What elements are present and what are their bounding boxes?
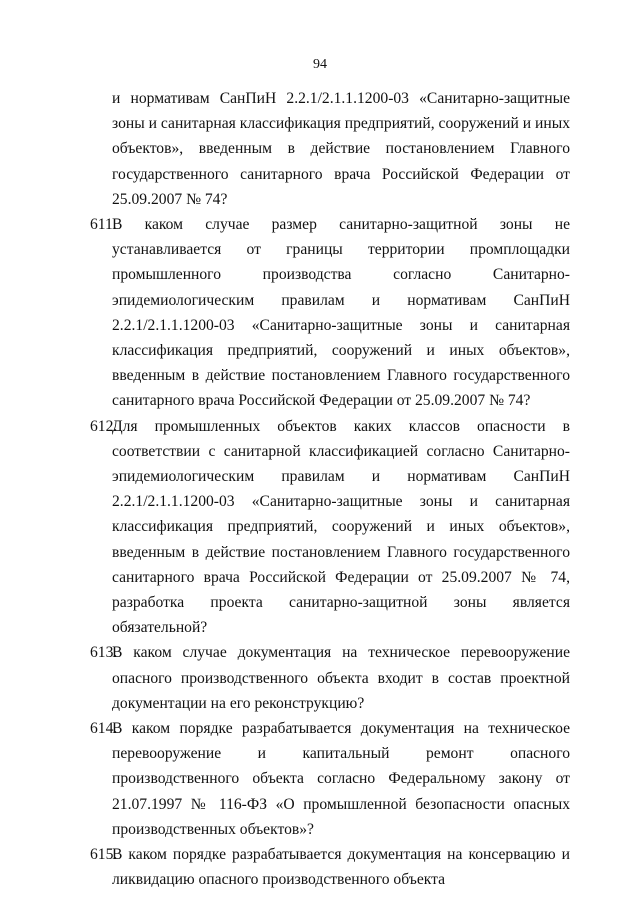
question-number: 613. xyxy=(90,644,118,662)
question-number: 615. xyxy=(90,846,118,864)
question-continuation: и нормативам СанПиН 2.2.1/2.1.1.1200-03 «Санитарно-защитные зоны и санитарная классификация предприятий, сооружений и иных объектов», введенным в действие постановлением Главного государственного санитарного врача Российской Федерации от 25.09.2007 № 74? xyxy=(112,90,570,208)
document-body xyxy=(90,86,570,893)
question-number: 611. xyxy=(90,216,117,234)
question-613 xyxy=(90,640,570,716)
question-614 xyxy=(90,716,570,842)
question-text: В каком случае документация на техническое перевооружение опасного производственного объекта входит в состав проектной документации на его реконструкцию? xyxy=(112,644,570,712)
question-615 xyxy=(90,842,570,892)
question-text: В каком порядке разрабатывается документация на техническое перевооружение и капитальный ремонт опасного производственного объекта согласно Федеральному закону от 21.07.1997 № 116-ФЗ «О промышленной безопасности опасных производственных объектов»? xyxy=(112,720,570,838)
question-number: 614. xyxy=(90,720,118,738)
question-611 xyxy=(90,212,570,414)
question-text: В каком порядке разрабатывается документация на консервацию и ликвидацию опасного производственного объекта xyxy=(112,846,570,889)
question-612 xyxy=(90,414,570,641)
question-text: Для промышленных объектов каких классов опасности в соответствии с санитарной классификацией согласно Санитарно-эпидемиологическим правилам и нормативам СанПиН 2.2.1/2.1.1.1200-03 «Санитарно-защитные зоны и санитарная классификация предприятий, сооружений и иных объектов», введенным в действие постановлением Главного государственного санитарного врача Российской Федерации от 25.09.2007 № 74, разработка проекта санитарно-защитной зоны является обязательной? xyxy=(112,417,570,637)
page-number: 94 xyxy=(313,57,327,72)
question-number: 612. xyxy=(90,417,118,435)
question-text: В каком случае размер санитарно-защитной зоны не устанавливается от границы территории промплощадки промышленного производства согласно Санитарно-эпидемиологическим правилам и нормативам СанПиН 2.2.1/2.1.1.1200-03 «Санитарно-защитные зоны и санитарная классификация предприятий, сооружений и иных объектов», введенным в действие постановлением Главного государственного санитарного врача Российской Федерации от 25.09.2007 № 74? xyxy=(112,216,570,410)
